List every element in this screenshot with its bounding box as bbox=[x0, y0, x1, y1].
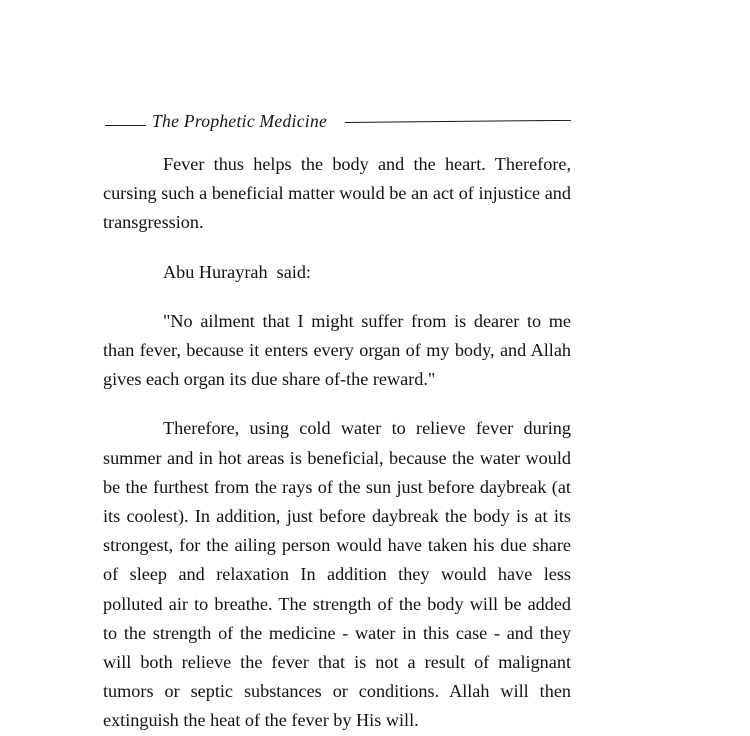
page-title: The Prophetic Medicine bbox=[152, 111, 328, 131]
paragraph-abu-hurayrah-attribution: Abu Hurayrah said: bbox=[163, 261, 311, 282]
body-text bbox=[103, 150, 576, 736]
header-rule-right bbox=[345, 120, 571, 123]
running-header bbox=[0, 111, 750, 137]
paragraph-fever-helps-body: Fever thus helps the body and the heart. Therefore, cursing such a beneficial matter would be an act of injustice and transgression. bbox=[103, 154, 576, 233]
header-rule-left bbox=[105, 125, 146, 126]
paragraph-cold-water-remedy: Therefore, using cold water to relieve fever during summer and in hot areas is beneficial, because the water would be the furthest from the rays of the sun just before daybreak (at its coolest). In addition, just before daybreak the body is at its strongest, for the ailing person would have taken his due share of sleep and relaxation In addition they would have less polluted air to breathe. The strength of the body will be added to the strength of the medicine - water in this case - and they will both relieve the fever that is not a result of malignant tumors or septic substances or conditions. Allah will then extinguish the heat of the fever by His will. bbox=[103, 418, 576, 731]
paragraph-abu-hurayrah-quote: "No ailment that I might suffer from is dearer to me than fever, because it enters every organ of my body, and Allah gives each organ its due share of-the reward." bbox=[103, 310, 576, 390]
